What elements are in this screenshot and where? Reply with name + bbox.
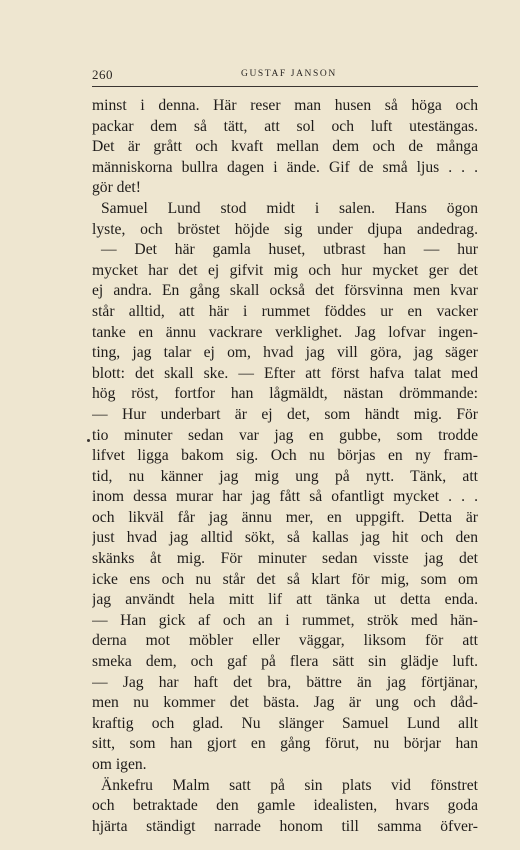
text-line: ting, jag talar ej om, hvad jag vill göra, jag säger [92, 344, 478, 362]
text-line: Samuel Lund stod midt i salen. Hans ögon [101, 199, 478, 217]
text-line: — Det här gamla huset, utbrast han — hur [101, 241, 478, 259]
text-line: smeka dem, och gaf på flera sätt sin glädje luft. [92, 653, 478, 671]
text-line: packar dem så tätt, att sol och luft utestängas. [92, 117, 478, 135]
text-line: hög röst, fortfor han lågmäldt, nästan drömmande: [92, 385, 478, 403]
text-line: derna mot möbler eller väggar, liksom för att [92, 632, 478, 650]
body-text [92, 96, 478, 837]
text-line: om igen. [92, 756, 147, 773]
text-line: — Jag har haft det bra, bättre än jag förtjänar, [92, 673, 478, 691]
text-line: Änkefru Malm satt på sin plats vid fönstret [101, 776, 478, 794]
text-line: just hvad jag alltid sökt, så kallas jag hit och den [92, 529, 478, 547]
header-rule [92, 86, 478, 87]
running-head: GUSTAF JANSON [241, 69, 337, 79]
text-line: och betraktade den gamle idealisten, hvars goda [92, 797, 478, 815]
text-line: tanke en ännu vackrare verklighet. Jag lofvar ingen- [92, 323, 478, 341]
page-number: 260 [92, 67, 113, 82]
text-line: mycket har det ej gifvit mig och hur mycket ger det [92, 261, 478, 279]
text-line: Det är grått och kvaft mellan dem och de många [92, 138, 478, 156]
margin-mark [87, 439, 90, 442]
text-line: tid, nu känner jag mig ung på nytt. Tänk, att [92, 467, 478, 485]
text-line: ej andra. En gång skall också det försvinna men kvar [92, 282, 478, 300]
text-line: — Han gick af och an i rummet, strök med hän- [92, 611, 478, 629]
text-line: lyste, och bröstet höjde sig under djupa andedrag. [92, 220, 478, 238]
text-line: skänks åt mig. För minuter sedan visste jag det [92, 550, 478, 568]
text-line: står alltid, att här i rummet föddes ur en vacker [92, 302, 478, 320]
page-header [92, 67, 478, 83]
text-line: kraftig och glad. Nu slänger Samuel Lund allt [92, 714, 478, 732]
text-line: och likväl får jag ännu mer, en uppgift. Detta är [92, 508, 478, 526]
text-line: tio minuter sedan var jag en gubbe, som trodde [92, 426, 478, 444]
text-line: icke ens och nu står det så klart för mig, som om [92, 570, 478, 588]
text-line: minst i denna. Här reser man husen så höga och [92, 97, 478, 114]
text-line: människorna bullra dagen i ände. Gif de små ljus . . . [92, 158, 478, 176]
text-line: lifvet ligga bakom sig. Och nu börjas en ny fram- [92, 447, 478, 465]
text-line: men nu kommer det bästa. Jag är ung och dåd- [92, 694, 478, 712]
text-line: inom dessa murar har jag fått så ofantligt mycket . . . [92, 488, 478, 506]
text-line: hjärta ständigt narrade honom till samma öfver- [92, 817, 478, 835]
text-line: sitt, som han gjort en gång förut, nu börjar han [92, 735, 478, 753]
text-line: blott: det skall ske. — Efter att först hafva talat med [92, 364, 478, 382]
text-line: jag användt hela mitt lif att tänka ut detta enda. [92, 591, 478, 609]
text-line: gör det! [92, 179, 141, 197]
text-line: — Hur underbart är ej det, som händt mig. För [92, 405, 478, 423]
